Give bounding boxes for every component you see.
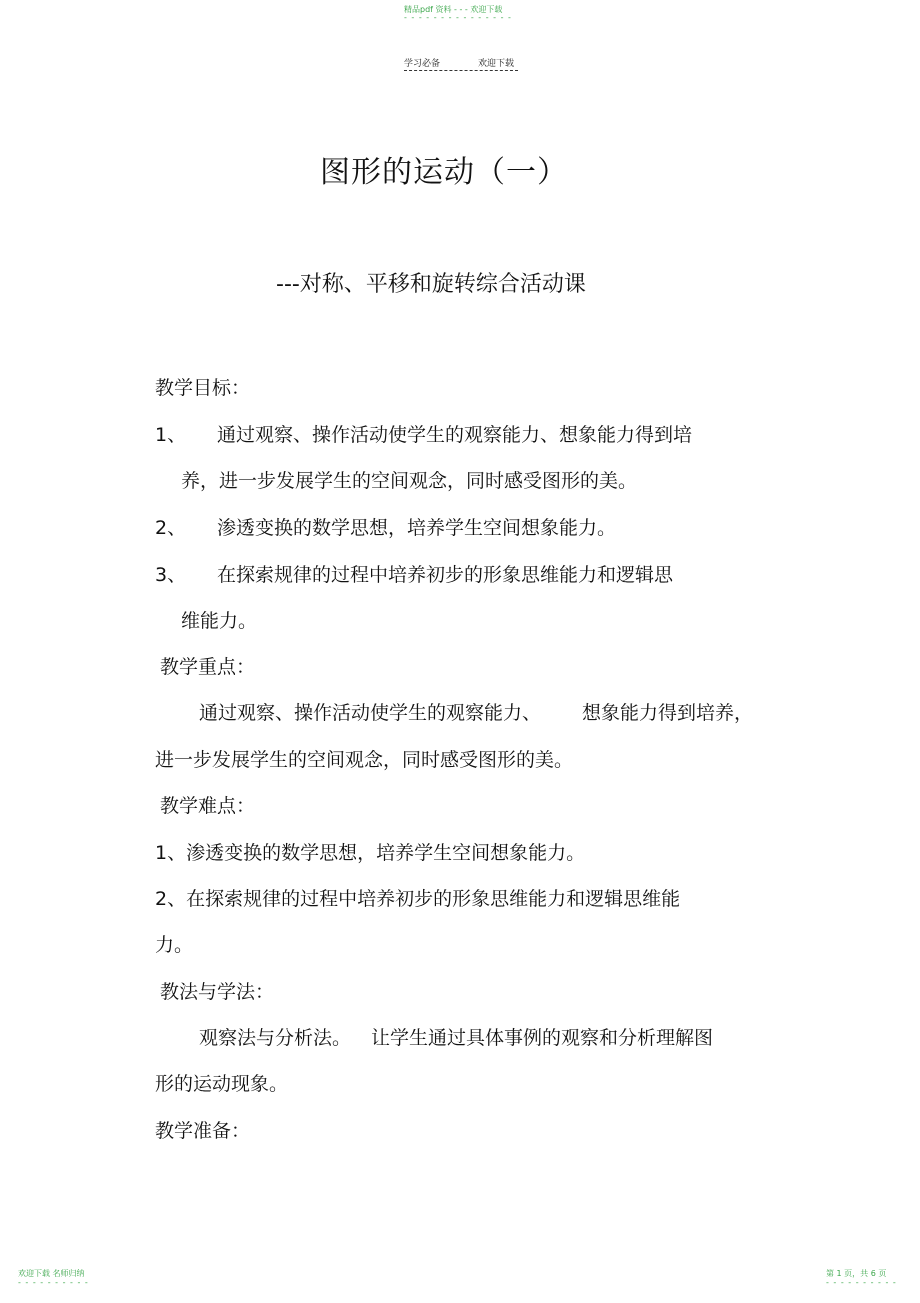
header-rule <box>404 70 518 71</box>
objective-1-number: 1、 <box>155 424 187 446</box>
objectives-heading: 教学目标： <box>155 377 251 399</box>
objective-1-line1: 通过观察、操作活动使学生的观察能力、想象能力得到培 <box>217 424 693 446</box>
objective-1-line2: 养，进一步发展学生的空间观念，同时感受图形的美。 <box>181 470 638 492</box>
footer-left-dots: - - - - - - - - - - <box>18 1278 89 1287</box>
footer-right-dots: - - - - - - - - - - <box>826 1278 897 1287</box>
page-subtitle: ---对称、平移和旋转综合活动课 <box>276 272 586 297</box>
page-title: 图形的运动（一） <box>320 155 568 190</box>
watermark-dots: - - - - - - - - - - - - - - - <box>404 13 512 22</box>
preparation-heading: 教学准备： <box>155 1120 251 1142</box>
header-left: 学习必备 <box>404 59 441 69</box>
footer-page-number: 第 1 页，共 6 页 <box>826 1269 887 1278</box>
methods-line1b: 让学生通过具体事例的观察和分析理解图 <box>371 1027 714 1049</box>
difficulties-heading: 教学难点： <box>160 795 256 817</box>
methods-line1a: 观察法与分析法。 <box>199 1027 352 1049</box>
footer-left: 欢迎下载 名师归纳 <box>18 1269 85 1278</box>
objective-3-line2: 维能力。 <box>181 610 258 632</box>
difficulties-line2: 2、在探索规律的过程中培养初步的形象思维能力和逻辑思维能 <box>155 888 681 910</box>
methods-line2: 形的运动现象。 <box>155 1073 289 1095</box>
objective-2-line1: 渗透变换的数学思想，培养学生空间想象能力。 <box>217 517 617 539</box>
objective-3-number: 3、 <box>155 564 187 586</box>
key-points-line1a: 通过观察、操作活动使学生的观察能力、 <box>199 702 542 724</box>
header-right: 欢迎下载 <box>478 59 515 69</box>
key-points-line2: 进一步发展学生的空间观念，同时感受图形的美。 <box>155 749 574 771</box>
key-points-heading: 教学重点： <box>160 656 256 678</box>
objective-2-number: 2、 <box>155 517 187 539</box>
objective-3-line1: 在探索规律的过程中培养初步的形象思维能力和逻辑思 <box>217 564 674 586</box>
methods-heading: 教法与学法： <box>160 981 275 1003</box>
difficulties-line1: 1、渗透变换的数学思想，培养学生空间想象能力。 <box>155 842 586 864</box>
difficulties-line3: 力。 <box>155 934 194 956</box>
watermark-top: 精品pdf 资料 - - - 欢迎下载 <box>404 5 503 14</box>
key-points-line1b: 想象能力得到培养， <box>582 702 754 724</box>
